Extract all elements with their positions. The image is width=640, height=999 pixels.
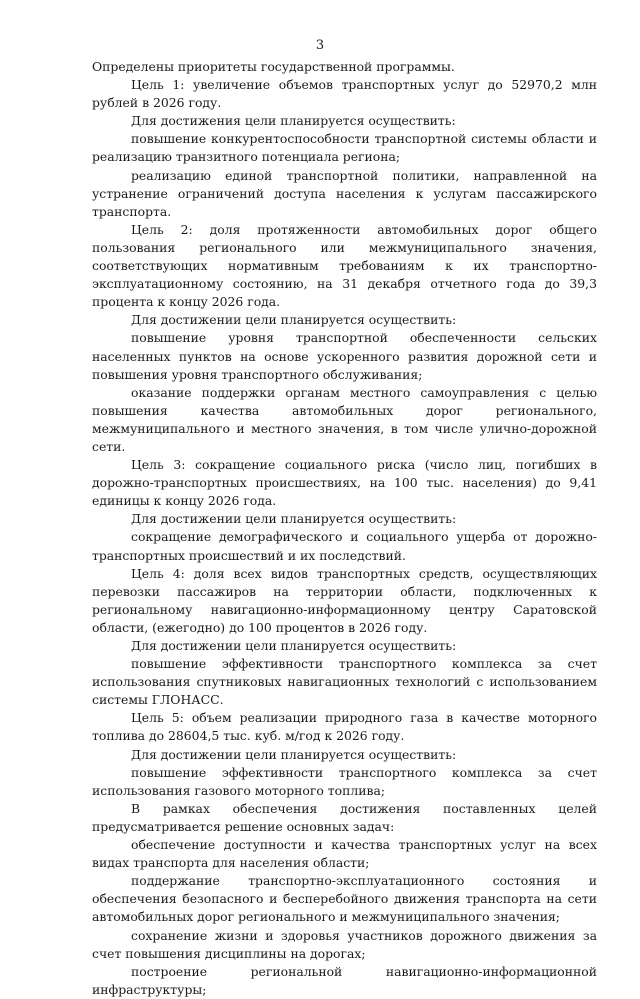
paragraph: повышение уровня транспортной обеспеченности сельских населенных пунктов на основе ускоренного развития дорожной сети и повышения уровня транспортного обслуживания;: [92, 330, 597, 382]
paragraph: Определены приоритеты государственной программы.: [92, 59, 455, 74]
paragraph: повышение конкурентоспособности транспортной системы области и реализацию транзитного потенциала региона;: [92, 131, 597, 165]
paragraph: Для достижении цели планируется осуществить:: [131, 312, 457, 328]
paragraph: Цель 3: сокращение социального риска (число лиц, погибших в дорожно-транспортных происшествиях, на 100 тыс. населения) до 9,41 единицы к концу 2026 года.: [92, 457, 597, 509]
paragraph: сокращение демографического и социального ущерба от дорожно-транспортных происшествий и их последствий.: [92, 529, 597, 563]
paragraph: Цель 2: доля протяженности автомобильных дорог общего пользования регионального или межмуниципального значения, соответствующих нормативным требованиям к их транспортно-эксплуатационному состоянию, на 31 декабря отчетного года до 39,3 процента к концу 2026 года.: [92, 221, 597, 310]
page-number: 3: [315, 38, 325, 53]
paragraph: Для достижения цели планируется осуществить:: [131, 113, 456, 129]
paragraph: реализацию единой транспортной политики, направленной на устранение ограничений доступа населения к услугам пассажирского транспорта.: [92, 167, 597, 219]
paragraph: Для достижении цели планируется осуществить:: [131, 746, 457, 762]
paragraph: обеспечение доступности и качества транспортных услуг на всех видах транспорта для населения области;: [92, 837, 597, 871]
paragraph: поддержание транспортно-эксплуатационного состояния и обеспечения безопасного и бесперебойного движения транспорта на сети автомобильных дорог регионального и межмуниципального значения;: [92, 873, 597, 925]
paragraph: повышение эффективности транспортного комплекса за счет использования газового моторного топлива;: [92, 764, 597, 798]
paragraph: оказание поддержки органам местного самоуправления с целью повышения качества автомобильных дорог регионального, межмуниципального и местного значения, в том числе улично-дорожной сети.: [92, 384, 597, 454]
paragraph: построение региональной навигационно-информационной инфраструктуры;: [92, 963, 597, 997]
paragraph: Цель 5: объем реализации природного газа в качестве моторного топлива до 28604,5 тыс. куб. м/год к 2026 году.: [92, 710, 597, 744]
document-body: [92, 58, 597, 999]
paragraph: сохранение жизни и здоровья участников дорожного движения за счет повышения дисциплины на дорогах;: [92, 927, 597, 961]
paragraph: В рамках обеспечения достижения поставленных целей предусматривается решение основных задач:: [92, 800, 597, 834]
paragraph: Для достижении цели планируется осуществить:: [131, 638, 457, 653]
paragraph: Для достижении цели планируется осуществить:: [131, 511, 457, 527]
paragraph: Цель 4: доля всех видов транспортных средств, осуществляющих перевозки пассажиров на территории области, подключенных к региональному навигационно-информационному центру Саратовской области, (ежегодно) до 100 процентов в 2026 году.: [92, 565, 597, 635]
paragraph: Цель 1: увеличение объемов транспортных услуг до 52970,2 млн рублей в 2026 году.: [92, 77, 597, 111]
paragraph: повышение эффективности транспортного комплекса за счет использования спутниковых навигационных технологий с использованием системы ГЛОНАСС.: [92, 656, 597, 708]
